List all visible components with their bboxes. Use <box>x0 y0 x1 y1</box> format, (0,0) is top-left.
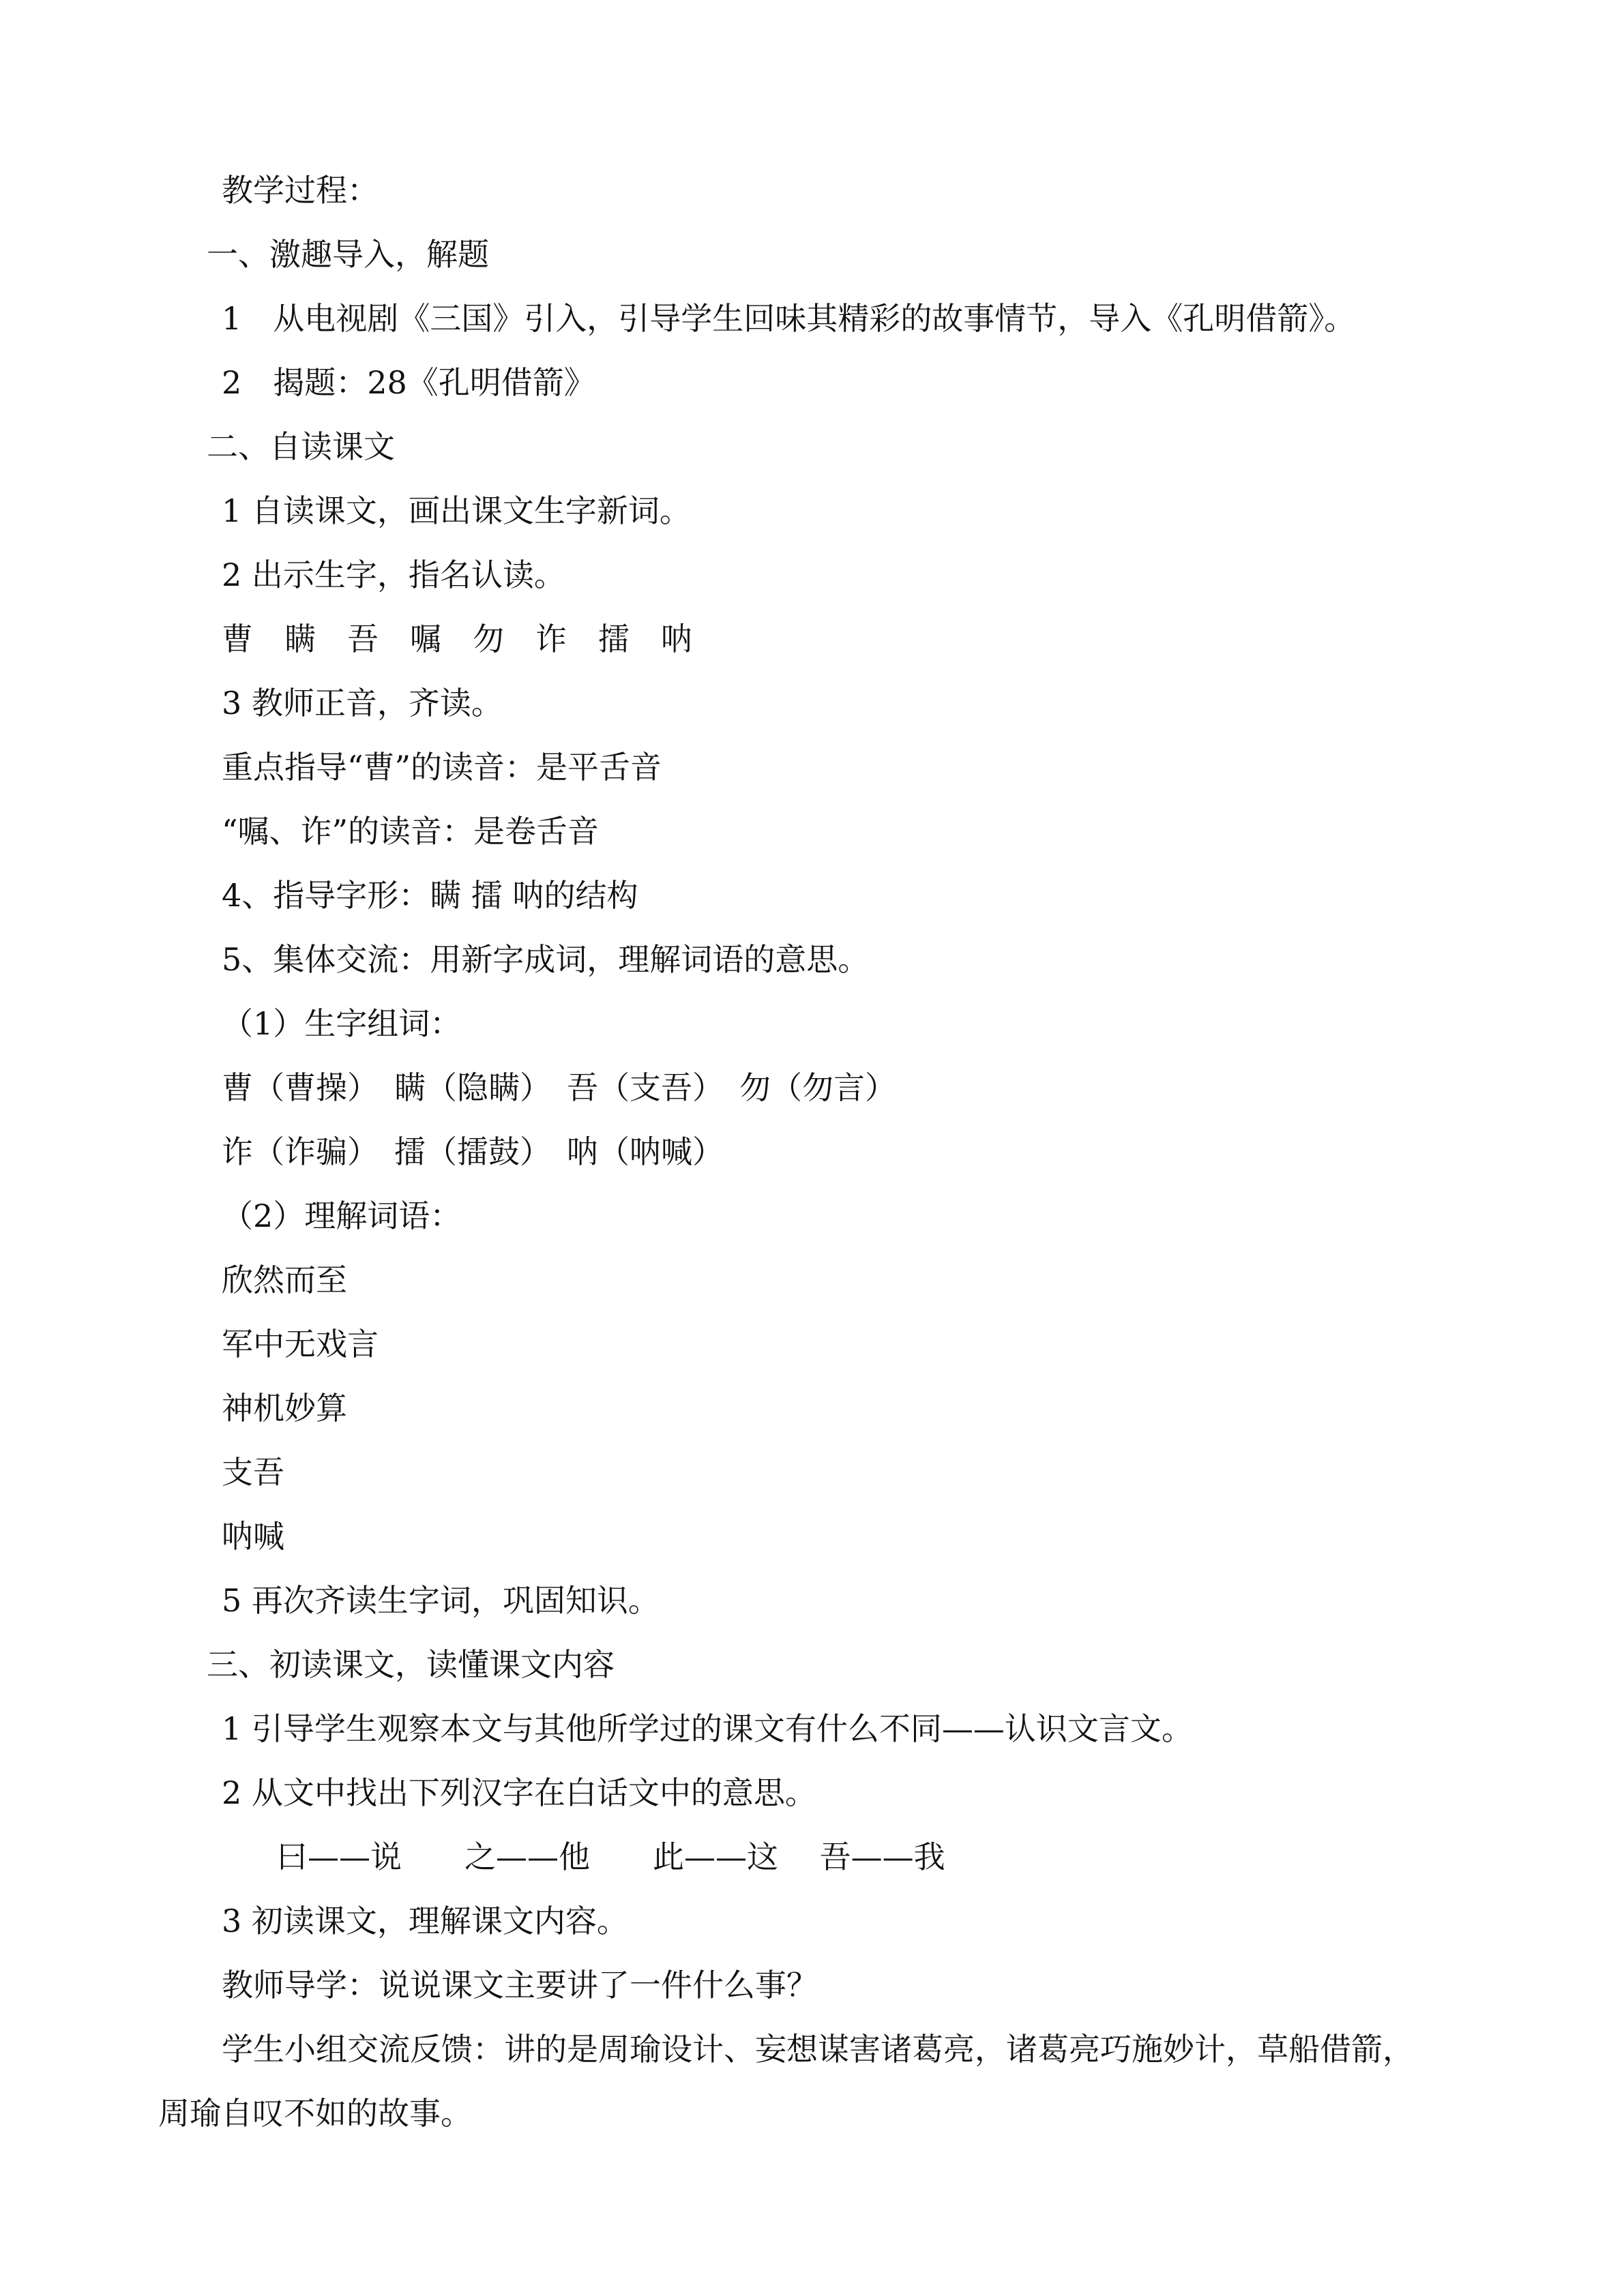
word-group-line: 诈（诈骗） 擂（擂鼓） 呐（呐喊） <box>222 1133 724 1170</box>
section-heading-1: 一、激趣导入，解题 <box>207 236 489 273</box>
text-line: 周瑜自叹不如的故事。 <box>158 2095 472 2132</box>
text-line: 2 出示生字，指名认读。 <box>222 556 565 593</box>
text-line: （2）理解词语： <box>222 1197 462 1234</box>
vocab-item: 军中无戏言 <box>222 1326 379 1362</box>
text-line: 重点指导“曹”的读音：是平舌音 <box>222 749 662 786</box>
new-characters-line: 曹 瞒 吾 嘱 勿 诈 擂 呐 <box>222 621 692 657</box>
text-line: 5 再次齐读生字词，巩固知识。 <box>222 1582 660 1619</box>
text-line: （1）生字组词： <box>222 1005 462 1042</box>
text-line: 学生小组交流反馈：讲的是周瑜设计、妄想谋害诸葛亮，诸葛亮巧施妙计，草船借箭， <box>222 2031 1414 2068</box>
text-line: 教师导学：说说课文主要讲了一件什么事？ <box>222 1967 818 2003</box>
text-line: 4、指导字形：瞒 擂 呐的结构 <box>222 877 638 914</box>
vocab-item: 欣然而至 <box>222 1262 347 1298</box>
text-line: 1 自读课文，画出课文生字新词。 <box>222 492 691 529</box>
text-line: “嘱、诈”的读音：是卷舌音 <box>222 813 600 850</box>
text-line: 3 教师正音，齐读。 <box>222 685 503 721</box>
classical-meaning-line: 曰——说 之——他 此——这 吾——我 <box>276 1838 945 1875</box>
word-group-line: 曹（曹操） 瞒（隐瞒） 吾（支吾） 勿（勿言） <box>222 1069 896 1106</box>
vocab-item: 呐喊 <box>222 1518 284 1555</box>
section-heading-3: 三、初读课文，读懂课文内容 <box>207 1646 615 1683</box>
text-line: 5、集体交流：用新字成词，理解词语的意思。 <box>222 941 870 978</box>
vocab-item: 支吾 <box>222 1454 284 1491</box>
text-line: 1 从电视剧《三国》引入，引导学生回味其精彩的故事情节，导入《孔明借箭》。 <box>222 300 1356 337</box>
text-line: 2 揭题：28《孔明借箭》 <box>222 364 595 401</box>
text-line: 2 从文中找出下列汉字在白话文中的意思。 <box>222 1774 816 1811</box>
text-line: 3 初读课文，理解课文内容。 <box>222 1903 628 1939</box>
text-line: 1 引导学生观察本文与其他所学过的课文有什么不同——认识文言文。 <box>222 1710 1193 1747</box>
vocab-item: 神机妙算 <box>222 1390 347 1427</box>
section-heading-2: 二、自读课文 <box>207 428 395 465</box>
text-line-teaching-process: 教学过程： <box>222 172 379 209</box>
